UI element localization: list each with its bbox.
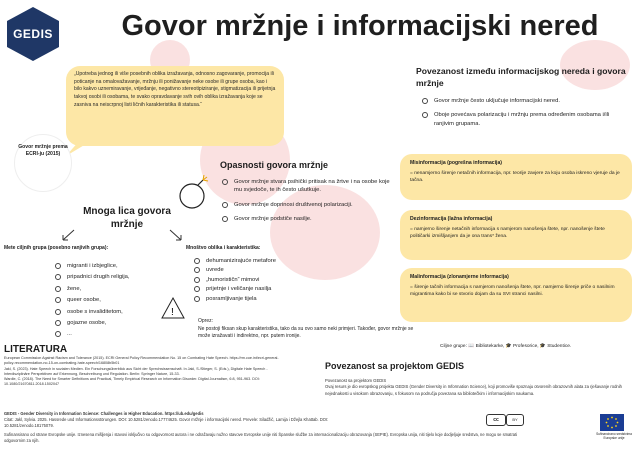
bullet-icon	[55, 331, 61, 337]
citation[interactable]: Citat: Jakl, Sylvia. 2025. Hassrede und Informationsstörungen. DOI: 10.5281/zenodo.17774625. Govor mržnje i informacijski nered. Prevele: Siladžić, Lamija i Džejla Khattab. DOI: 10.5281/zenodo.18175079.	[4, 416, 329, 428]
bullet-icon	[194, 258, 200, 264]
project-link[interactable]: GEDIS - Gender Diversity in Information Science: Challenges in Higher Education. https://ub.edu/gedis	[4, 411, 204, 416]
logo-text: GEDIS	[13, 27, 53, 41]
list-item: Govor mržnje doprinosi društvenoj polarizaciji.	[222, 201, 398, 209]
list-item: Oboje povećava polarizaciju i mržnju prema određenim osobama i/ili ranjivim grupama.	[422, 111, 622, 128]
gedis-logo	[4, 6, 62, 62]
literature-title: LITERATURA	[4, 344, 68, 355]
groups-title: Mete ciljnih grupa (posebno ranjivih grupa):	[4, 245, 109, 251]
literature-entry[interactable]: Wardle, C. (2018). The Need for Smarter Definitions and Practical, Timely Empirical Research on Information Disorder. Digital Journalism, 6:8, 951-963. DOI: 10.1080/21670811.2018.1502047	[4, 377, 260, 387]
literature-entry: Jakl, S. (2023). Hate Speech in sozialen Medien. Ein Forschungsüberblick aus Sicht der Sprechwissenschaft. In Jakl, S./Stieger, S. (Eds.), Digitale Hate Speech - Interdisziplinäre Perspektiven auf Erkennung, Beschreibung und Regulation. Berlin: Springer Nature, 15-33.	[4, 366, 268, 376]
cc-license-icon: cc	[486, 414, 506, 426]
list-item: gojazne osobe,	[55, 319, 175, 327]
eu-flag-icon	[600, 414, 624, 431]
dangers-title: Opasnosti govora mržnje	[220, 160, 329, 170]
list-item: pripadnici drugih religija,	[55, 273, 175, 281]
bullet-icon	[55, 309, 61, 315]
relation-title: Povezanost između informacijskog nereda i govora mržnje	[416, 66, 626, 88]
bullet-icon	[194, 296, 200, 302]
list-item: osobe s invaliditetom,	[55, 308, 175, 316]
target-groups-legend: Ciljne grupe: 📖 Bibliotekarke, 🎓 Profesorice, 🎓 Studentice.	[440, 344, 572, 349]
bullet-icon	[55, 274, 61, 280]
definition-quote: „Upotreba jednog ili više posebnih oblika izražavanja, odnosno zagovaranje, promocija ili poticanje na omalovažavanje, mržnju ili ponižavanje neke osobe ili grupe osoba, kao i bilo kakvo uznemiravanje, vrijeđanje, negativno stereotipiziranje, stigmatizacija ili prijetnja takvoj osobi ili osobama, te svako opravdavanje svih ovih oblika izražavanja koje se zasniva na neiscrpnoj listi ličnih karakteristika ili statusa.“	[66, 66, 284, 146]
literature-entry[interactable]: European Commission Against Racism and Tolerance (2015). ECRI General Policy Recommendation No. 15 on Combating Hate Speech. https://rm.coe.int/ecri-general-policy-recommendation-no-15-on-combating-hate-speech/16808b5b01	[4, 356, 279, 366]
project-text: Povezanost sa projektom GEDIS Ovaj resurs je dio evropskog projekta GEDIS (Gender Diversity in Information Science), koji promoviše spoznaju otvorenih obrazovnih alata za rješavanje rodnih nejednakosti u visokom obrazovanju, s fokusom na područja povezana sa bibliotečkim i informacijskim naukama.	[325, 378, 622, 396]
eu-disclaimer: Sufinansirano od strane Evropske unije. Iznesena mišljenja i stavovi isključivo su odgovornost autora i ne odražavaju nužno stavove Evropske unije niti Španske službe za internacionalizaciju obrazovanja (SEPIE). Evropska unija, niti tijelo koje dodjeljuje sredstva, ne mogu se smatrati odgovornim za njih.	[4, 432, 518, 443]
bomb-icon	[176, 174, 212, 210]
list-item: queer osobe,	[55, 296, 175, 304]
list-item: ...	[55, 330, 175, 338]
list-item: migranti i izbjeglice,	[55, 262, 175, 270]
bullet-icon	[55, 297, 61, 303]
bullet-icon	[55, 263, 61, 269]
project-title: Povezanost sa projektom GEDIS	[325, 361, 465, 371]
page-title: Govor mržnje i informacijski nered	[121, 10, 599, 42]
info-card-malinformation: Malinformacija (zlonamjerne informacija) = širenje tačnih informacija s namjerom nanošenja štete, npr. namjerno širenje priče o nasilnim migrantima kako bi se stvorio dojam da su SVI stranci nasilni.	[400, 268, 632, 322]
eu-caption: Sufinancirano sredstvima Europske unije	[596, 432, 632, 441]
dangers-list	[222, 178, 398, 230]
characteristics-list	[194, 257, 314, 304]
list-item: prijetnje i veličanje nasilja	[194, 285, 314, 293]
arrow-down-right-icon	[168, 228, 184, 242]
svg-text:!: !	[171, 307, 174, 318]
bullet-icon	[55, 320, 61, 326]
many-faces-title: Mnoga lica govora mržnje	[83, 206, 171, 230]
list-item: Govor mržnje podstiče nasilje.	[222, 215, 398, 223]
bullet-icon	[194, 277, 200, 283]
bullet-icon	[222, 179, 228, 185]
bullet-icon	[194, 286, 200, 292]
list-item: Govor mržnje stvara psihički pritisak na žrtve i na osobe koje mu svjedoče, te ih često ušutkuje.	[222, 178, 398, 195]
list-item: uvrede	[194, 266, 314, 274]
bullet-icon	[222, 216, 228, 222]
characteristics-title: Mnoštvo oblika i karakteristika:	[186, 245, 261, 251]
list-item: posramljivanje tijela	[194, 295, 314, 303]
footer-citation	[4, 411, 364, 429]
literature-list	[4, 356, 284, 388]
list-item: Govor mržnje često uključuje informacijski nered.	[422, 97, 622, 105]
arrow-down-left-icon	[60, 228, 76, 242]
cc-by-icon: BY	[506, 414, 524, 426]
info-card-misinformation: Misinformacija (pogrešna informacija) = nenamjerno širenje netačnih informacija, npr. teorije zavjere za koju osoba iskreno vjeruje da je tačna.	[400, 154, 632, 200]
list-item: „humorističn“ mimovi	[194, 276, 314, 284]
info-card-disinformation: Dezinformacija (lažna informacija) = namjerno širenje netačnih informacija s namjerom nanošenja štete, npr. nanošenje štete političarki izmišljanjem da je ona trans* žena.	[400, 210, 632, 260]
caution-note: Oprez: Ne postoji fiksan skup karakteristika, tako da su ovo samo neki primjeri. Također, govor mržnje se može izražavati i indirektno, npr. putem ironije.	[198, 318, 414, 339]
bullet-icon	[55, 286, 61, 292]
relation-list	[422, 97, 622, 134]
groups-list	[55, 262, 175, 342]
definition-source: Govor mržnje prema ECRI-ju (2015)	[14, 134, 72, 192]
bullet-icon	[422, 112, 428, 118]
list-item: dehumanizirajuće metafore	[194, 257, 314, 265]
bullet-icon	[422, 98, 428, 104]
bullet-icon	[194, 267, 200, 273]
list-item: žene,	[55, 285, 175, 293]
bullet-icon	[222, 202, 228, 208]
exclamation-icon	[160, 296, 186, 322]
